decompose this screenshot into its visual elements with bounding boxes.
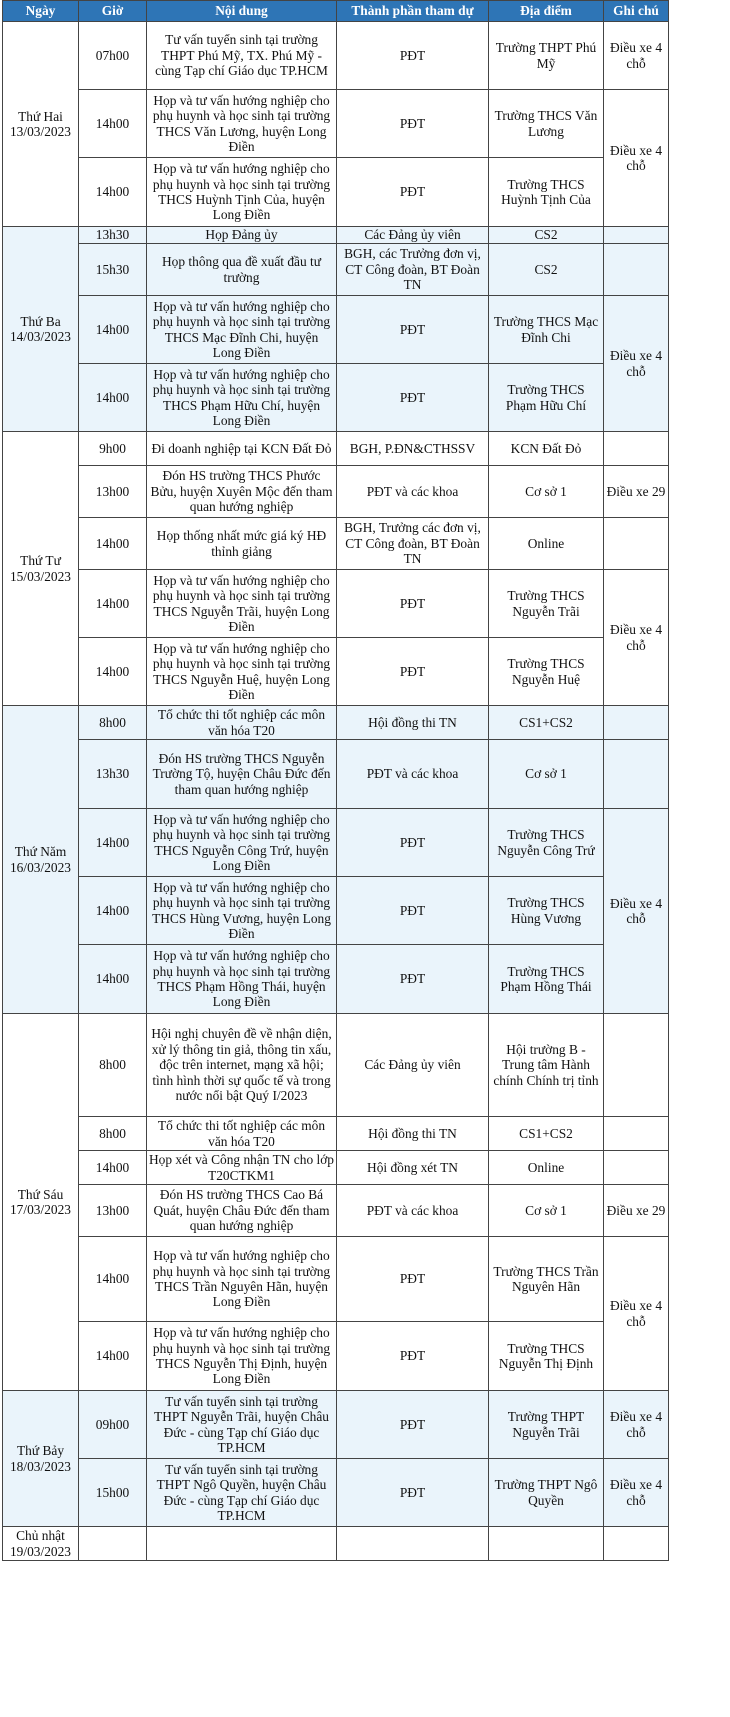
day-cell: Thứ Sáu 17/03/2023 (3, 1014, 79, 1391)
attendees-cell: PĐT (337, 1322, 489, 1391)
time-cell: 8h00 (79, 706, 147, 740)
location-cell: Trường THCS Phạm Hồng Thái (489, 945, 604, 1014)
time-cell: 14h00 (79, 296, 147, 364)
schedule-row (3, 1237, 669, 1322)
content-cell: Tổ chức thi tốt nghiệp các môn văn hóa T20 (147, 1117, 337, 1151)
content-cell: Họp và tư vấn hướng nghiệp cho phụ huynh và học sinh tại trường THCS Nguyễn Công Trứ, huyện Long Điền (147, 809, 337, 877)
schedule-row (3, 1322, 669, 1391)
time-cell: 9h00 (79, 432, 147, 466)
location-cell: Trường THCS Huỳnh Tịnh Của (489, 158, 604, 227)
content-cell: Tư vấn tuyển sinh tại trường THPT Nguyễn Trãi, huyện Châu Đức - cùng Tạp chí Giáo dục TP.HCM (147, 1391, 337, 1459)
schedule-row (3, 1151, 669, 1185)
schedule-row (3, 227, 669, 244)
time-cell: 09h00 (79, 1391, 147, 1459)
content-cell: Họp xét và Công nhận TN cho lớp T20CTKM1 (147, 1151, 337, 1185)
attendees-cell: PĐT (337, 945, 489, 1014)
location-cell: Cơ sở 1 (489, 466, 604, 518)
schedule-row (3, 1014, 669, 1117)
attendees-cell: Các Đảng ủy viên (337, 227, 489, 244)
schedule-row (3, 364, 669, 432)
day-cell: Thứ Hai 13/03/2023 (3, 22, 79, 227)
schedule-row (3, 638, 669, 706)
content-cell: Họp và tư vấn hướng nghiệp cho phụ huynh và học sinh tại trường THCS Phạm Hồng Thái, huyện Long Điền (147, 945, 337, 1014)
time-cell: 13h30 (79, 740, 147, 809)
time-cell: 8h00 (79, 1117, 147, 1151)
content-cell: Họp và tư vấn hướng nghiệp cho phụ huynh và học sinh tại trường THCS Nguyễn Thị Định, huyện Long Điền (147, 1322, 337, 1391)
schedule-row (3, 296, 669, 364)
content-cell: Họp và tư vấn hướng nghiệp cho phụ huynh và học sinh tại trường THCS Huỳnh Tịnh Của, huyện Long Điền (147, 158, 337, 227)
note-cell (604, 1014, 669, 1117)
location-cell: Cơ sở 1 (489, 1185, 604, 1237)
content-cell: Họp Đảng ủy (147, 227, 337, 244)
day-cell: Chủ nhật 19/03/2023 (3, 1527, 79, 1561)
content-cell: Đi doanh nghiệp tại KCN Đất Đỏ (147, 432, 337, 466)
schedule-row (3, 22, 669, 90)
header-content: Nội dung (147, 1, 337, 22)
location-cell: CS1+CS2 (489, 1117, 604, 1151)
content-cell: Họp và tư vấn hướng nghiệp cho phụ huynh và học sinh tại trường THCS Văn Lương, huyện Long Điền (147, 90, 337, 158)
attendees-cell: PĐT (337, 158, 489, 227)
schedule-row (3, 945, 669, 1014)
note-cell (604, 1527, 669, 1561)
note-cell: Điều xe 4 chỗ (604, 1391, 669, 1459)
attendees-cell: PĐT và các khoa (337, 466, 489, 518)
note-cell (604, 227, 669, 244)
attendees-cell: Hội đồng thi TN (337, 706, 489, 740)
header-note: Ghi chú (604, 1, 669, 22)
time-cell: 14h00 (79, 877, 147, 945)
attendees-cell: PĐT (337, 638, 489, 706)
location-cell: Online (489, 1151, 604, 1185)
note-cell: Điều xe 4 chỗ (604, 22, 669, 90)
note-cell (604, 518, 669, 570)
location-cell: Trường THPT Ngô Quyền (489, 1459, 604, 1527)
time-cell: 15h00 (79, 1459, 147, 1527)
schedule-row (3, 432, 669, 466)
schedule-row (3, 1117, 669, 1151)
content-cell: Họp và tư vấn hướng nghiệp cho phụ huynh và học sinh tại trường THCS Phạm Hữu Chí, huyện Long Điền (147, 364, 337, 432)
attendees-cell: Hội đồng xét TN (337, 1151, 489, 1185)
day-cell: Thứ Ba 14/03/2023 (3, 227, 79, 432)
content-cell: Họp và tư vấn hướng nghiệp cho phụ huynh và học sinh tại trường THCS Nguyễn Trãi, huyện Long Điền (147, 570, 337, 638)
time-cell: 14h00 (79, 1151, 147, 1185)
attendees-cell: PĐT (337, 364, 489, 432)
time-cell: 14h00 (79, 90, 147, 158)
location-cell: Trường THCS Nguyễn Công Trứ (489, 809, 604, 877)
attendees-cell: PĐT (337, 22, 489, 90)
note-cell (604, 740, 669, 809)
location-cell: Trường THPT Nguyễn Trãi (489, 1391, 604, 1459)
attendees-cell: PĐT (337, 90, 489, 158)
time-cell: 14h00 (79, 364, 147, 432)
schedule-row (3, 158, 669, 227)
header-attendees: Thành phần tham dự (337, 1, 489, 22)
time-cell: 07h00 (79, 22, 147, 90)
content-cell: Tư vấn tuyển sinh tại trường THPT Ngô Quyền, huyện Châu Đức - cùng Tạp chí Giáo dục TP.HCM (147, 1459, 337, 1527)
time-cell: 14h00 (79, 1322, 147, 1391)
location-cell: Trường THCS Mạc Đĩnh Chi (489, 296, 604, 364)
attendees-cell: BGH, Trưởng các đơn vị, CT Công đoàn, BT Đoàn TN (337, 518, 489, 570)
schedule-row (3, 1527, 669, 1561)
content-cell: Đón HS trường THCS Nguyễn Trường Tộ, huyện Châu Đức đến tham quan hướng nghiệp (147, 740, 337, 809)
schedule-row (3, 740, 669, 809)
header-row (3, 1, 669, 22)
attendees-cell: PĐT (337, 877, 489, 945)
time-cell (79, 1527, 147, 1561)
time-cell: 14h00 (79, 945, 147, 1014)
location-cell: Trường THCS Nguyễn Thị Định (489, 1322, 604, 1391)
content-cell (147, 1527, 337, 1561)
content-cell: Họp thống nhất mức giá ký HĐ thỉnh giảng (147, 518, 337, 570)
content-cell: Hội nghị chuyên đề về nhận diện, xử lý thông tin giả, thông tin xấu, độc trên internet, mạng xã hội; tình hình thời sự quốc tế và trong nước nổi bật Quý I/2023 (147, 1014, 337, 1117)
content-cell: Tư vấn tuyển sinh tại trường THPT Phú Mỹ, TX. Phú Mỹ - cùng Tạp chí Giáo dục TP.HCM (147, 22, 337, 90)
attendees-cell: PĐT (337, 296, 489, 364)
location-cell: KCN Đất Đỏ (489, 432, 604, 466)
note-cell: Điều xe 4 chỗ (604, 90, 669, 227)
time-cell: 15h30 (79, 244, 147, 296)
location-cell: Trường THCS Trần Nguyên Hãn (489, 1237, 604, 1322)
attendees-cell: PĐT (337, 1391, 489, 1459)
schedule-row (3, 809, 669, 877)
time-cell: 8h00 (79, 1014, 147, 1117)
content-cell: Họp và tư vấn hướng nghiệp cho phụ huynh và học sinh tại trường THCS Mạc Đĩnh Chi, huyện Long Điền (147, 296, 337, 364)
schedule-row (3, 570, 669, 638)
day-cell: Thứ Năm 16/03/2023 (3, 706, 79, 1014)
content-cell: Họp và tư vấn hướng nghiệp cho phụ huynh và học sinh tại trường THCS Nguyễn Huệ, huyện Long Điền (147, 638, 337, 706)
schedule-row (3, 1391, 669, 1459)
location-cell: Trường THCS Văn Lương (489, 90, 604, 158)
attendees-cell: BGH, các Trưởng đơn vị, CT Công đoàn, BT Đoàn TN (337, 244, 489, 296)
schedule-row (3, 706, 669, 740)
day-cell: Thứ Bảy 18/03/2023 (3, 1391, 79, 1527)
note-cell: Điều xe 4 chỗ (604, 1459, 669, 1527)
note-cell (604, 1117, 669, 1151)
attendees-cell: PĐT (337, 1237, 489, 1322)
note-cell (604, 1151, 669, 1185)
time-cell: 14h00 (79, 638, 147, 706)
content-cell: Đón HS trường THCS Cao Bá Quát, huyện Châu Đức đến tham quan hướng nghiệp (147, 1185, 337, 1237)
note-cell: Điều xe 4 chỗ (604, 570, 669, 706)
attendees-cell: PĐT và các khoa (337, 740, 489, 809)
content-cell: Họp và tư vấn hướng nghiệp cho phụ huynh và học sinh tại trường THCS Trần Nguyên Hãn, huyện Long Điền (147, 1237, 337, 1322)
location-cell: Trường THCS Phạm Hữu Chí (489, 364, 604, 432)
location-cell: Trường THCS Nguyễn Trãi (489, 570, 604, 638)
location-cell: Trường THCS Hùng Vương (489, 877, 604, 945)
location-cell: Cơ sở 1 (489, 740, 604, 809)
location-cell: CS2 (489, 227, 604, 244)
schedule-body (3, 22, 669, 1561)
location-cell: Hội trường B - Trung tâm Hành chính Chính trị tỉnh (489, 1014, 604, 1117)
schedule-row (3, 466, 669, 518)
schedule-row (3, 518, 669, 570)
time-cell: 14h00 (79, 1237, 147, 1322)
schedule-row (3, 90, 669, 158)
note-cell: Điều xe 4 chỗ (604, 809, 669, 1014)
attendees-cell: BGH, P.ĐN&CTHSSV (337, 432, 489, 466)
header-location: Địa điểm (489, 1, 604, 22)
location-cell (489, 1527, 604, 1561)
time-cell: 14h00 (79, 518, 147, 570)
schedule-table (2, 0, 669, 1561)
attendees-cell (337, 1527, 489, 1561)
location-cell: Trường THCS Nguyễn Huệ (489, 638, 604, 706)
note-cell: Điều xe 29 (604, 1185, 669, 1237)
content-cell: Họp thông qua đề xuất đầu tư trường (147, 244, 337, 296)
note-cell (604, 706, 669, 740)
attendees-cell: Các Đảng ủy viên (337, 1014, 489, 1117)
attendees-cell: Hội đồng thi TN (337, 1117, 489, 1151)
schedule-row (3, 244, 669, 296)
content-cell: Đón HS trường THCS Phước Bửu, huyện Xuyên Mộc đến tham quan hướng nghiệp (147, 466, 337, 518)
attendees-cell: PĐT (337, 1459, 489, 1527)
location-cell: CS2 (489, 244, 604, 296)
time-cell: 14h00 (79, 809, 147, 877)
note-cell: Điều xe 4 chỗ (604, 296, 669, 432)
location-cell: Online (489, 518, 604, 570)
note-cell: Điều xe 29 (604, 466, 669, 518)
time-cell: 13h00 (79, 466, 147, 518)
note-cell (604, 432, 669, 466)
attendees-cell: PĐT (337, 809, 489, 877)
schedule-row (3, 877, 669, 945)
time-cell: 14h00 (79, 570, 147, 638)
time-cell: 13h00 (79, 1185, 147, 1237)
time-cell: 14h00 (79, 158, 147, 227)
location-cell: Trường THPT Phú Mỹ (489, 22, 604, 90)
attendees-cell: PĐT (337, 570, 489, 638)
content-cell: Tổ chức thi tốt nghiệp các môn văn hóa T20 (147, 706, 337, 740)
schedule-row (3, 1459, 669, 1527)
location-cell: CS1+CS2 (489, 706, 604, 740)
header-day: Ngày (3, 1, 79, 22)
time-cell: 13h30 (79, 227, 147, 244)
day-cell: Thứ Tư 15/03/2023 (3, 432, 79, 706)
note-cell (604, 244, 669, 296)
content-cell: Họp và tư vấn hướng nghiệp cho phụ huynh và học sinh tại trường THCS Hùng Vương, huyện Long Điền (147, 877, 337, 945)
schedule-row (3, 1185, 669, 1237)
note-cell: Điều xe 4 chỗ (604, 1237, 669, 1391)
attendees-cell: PĐT và các khoa (337, 1185, 489, 1237)
header-time: Giờ (79, 1, 147, 22)
